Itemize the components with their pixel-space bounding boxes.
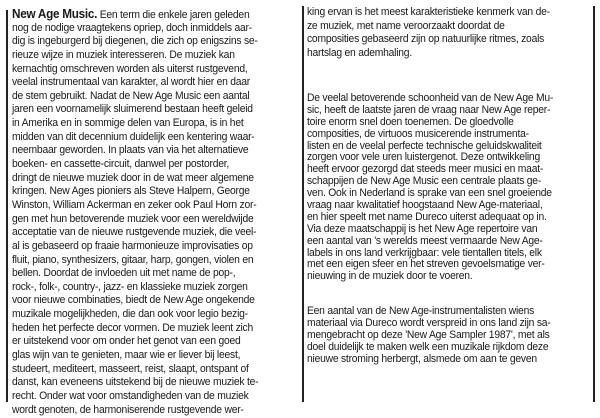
text-line: zorgen voor vele uren luistergenot. Deze ontwikkeling [307,151,540,164]
text-line: rock-, folk-, country-, jazz- en klassieke muziek zorgen [12,280,248,293]
text-line: met een eigen sfeer en het streven gevoelsmatige ver- [307,258,545,271]
text-line: heden het perfecte decor vormen. De muziek leent zich [12,321,254,334]
text-line: fluit, piano, synthesizers, gitaar, harp, gongen, violen en [12,253,254,266]
text-line: nieuwe stroming herbergt, alsmede om aan te geven [307,352,537,365]
text-line: neembaar geworden. In plaats van via het alternatieve [12,144,249,157]
text-line: er uitstekend voor om onder het genot van een goed [12,335,241,348]
text-line: jaren een voornamelijk sluimerend bestaan heeft geleid [12,103,253,116]
text-line: voor nieuwe combinaties, biedt de New Age ongekende [12,294,255,307]
text-line: dringt de nieuwe muziek door in de wat meer algemene [12,171,254,184]
text-line: materiaal via Dureco wordt verspreid in ons land zijn sa- [307,316,551,329]
text-line: king ervan is het meest karakteristieke kenmerk van de- [307,6,550,18]
text-line: veelal instrumentaal van karakter, al wordt hier en daar [12,76,251,89]
text-line: in Amerika en in sommige delen van Europa, is in het [12,117,244,130]
first-line-text: Een term die enkele jaren geleden [97,9,250,21]
text-line: rieuze wijze in muziek interesseren. De muziek kan [12,48,235,61]
text-line: danst, kan eveneens uitstekend bij de nieuwe muziek te- [12,376,259,389]
text-line: Via deze maatschappij is het New Age repertoire van [307,222,538,235]
text-line: listen en de veelal perfecte technische geluidskwaliteit [307,139,542,152]
text-line: doel duidelijk te maken welk een muzikale rijkdom deze [307,340,549,353]
text-line: schappijen de New Age Music een centrale plaats ge- [307,175,542,188]
text-line: recht. Onder wat voor omstandigheden van de muziek [12,389,249,402]
text-line: de stem gebruikt. Nadat de New Age Music een aantal [12,89,250,102]
text-line: gen met hun betoverende muziek voor een wereldwijde [12,212,254,225]
right-paragraph-1 [307,6,565,60]
text-line: Winston, William Ackerman en zeker ook Paul Horn zor- [12,198,257,211]
right-paragraph-2 [307,93,569,283]
text-line: glas wijn van te genieten, maar wie er liever bij leest, [12,349,241,362]
text-line: acceptatie van de nieuwe rustgevende muziek, die veel- [12,226,257,239]
right-column-left-rule [302,6,304,402]
text-line: composities, de virtuoos musicerende instrumenta- [307,127,529,140]
text-line: studeert, mediteert, masseert, reist, slaapt, ontspant of [12,362,249,375]
text-line [12,8,258,22]
text-line: muzikale mogelijkheden, die dan ook voor legio bezig- [12,308,248,321]
text-line: vraag naar kwalitatief hoogstaand New Age-materiaal, [307,199,543,212]
text-line: ven. Ook in Nederland is sprake van een snel groeiende [307,187,552,200]
text-line: toire enorm snel doen toenemen. De gloedvolle [307,115,514,128]
text-line: heeft ervoor gezorgd dat steeds meer musici en maat- [307,163,544,176]
right-column-right-rule [593,6,595,402]
text-line: nieuwing in de muziek door te voeren. [307,270,473,283]
text-line: dig is ingeburgerd bij diegenen, die zich op enigszins se- [12,35,258,48]
text-line: wordt genoten, de harmoniserende rustgevende wer- [12,403,244,416]
text-line: sic, heeft de laatste jaren de vraag naar New Age reper- [307,103,551,116]
text-line: ze muziek, met name veroorzaakt doordat de [307,19,505,32]
text-line: nog de nodige vraagtekens opriep, doch inmiddels aar- [12,21,252,34]
text-line: labels in ons land verkrijgbaar: vele tientallen titels, elk [307,246,542,259]
text-line: kringen. New Ages pioniers als Steve Halpern, George [12,185,250,198]
text-line: boeken- en cassette-circuit, danwel per postorder, [12,158,230,171]
text-line: bellen. Doordat de invloeden uit met name de pop-, [12,267,236,280]
text-line: een aantal van 's werelds meest vermaarde New Age- [307,234,543,247]
left-column-rule [6,10,8,402]
right-paragraph-3 [307,306,566,365]
text-line: en hier speelt met name Dureco uiterst adequaat op in. [307,210,547,223]
text-line: al is gebaseerd op fraaie harmonieuze improvisaties op [12,239,253,252]
left-column [12,8,274,417]
text-line: mengebracht op deze 'New Age Sampler 1987', met als [307,328,550,341]
text-line: composities gebaseerd zijn op natuurlijke ritmes, zoals [307,33,545,45]
text-line: hartslag en ademhaling. [307,46,412,59]
text-line: De veelal betoverende schoonheid van de New Age Mu- [307,92,554,104]
text-line: Een aantal van de New Age-instrumentalisten wiens [307,305,535,317]
text-line: midden van dit decennium duidelijk een kentering waar- [12,130,255,143]
article-heading: New Age Music. [12,7,98,21]
text-line: kernachtig omschreven worden als uiterst rustgevend, [12,62,248,75]
